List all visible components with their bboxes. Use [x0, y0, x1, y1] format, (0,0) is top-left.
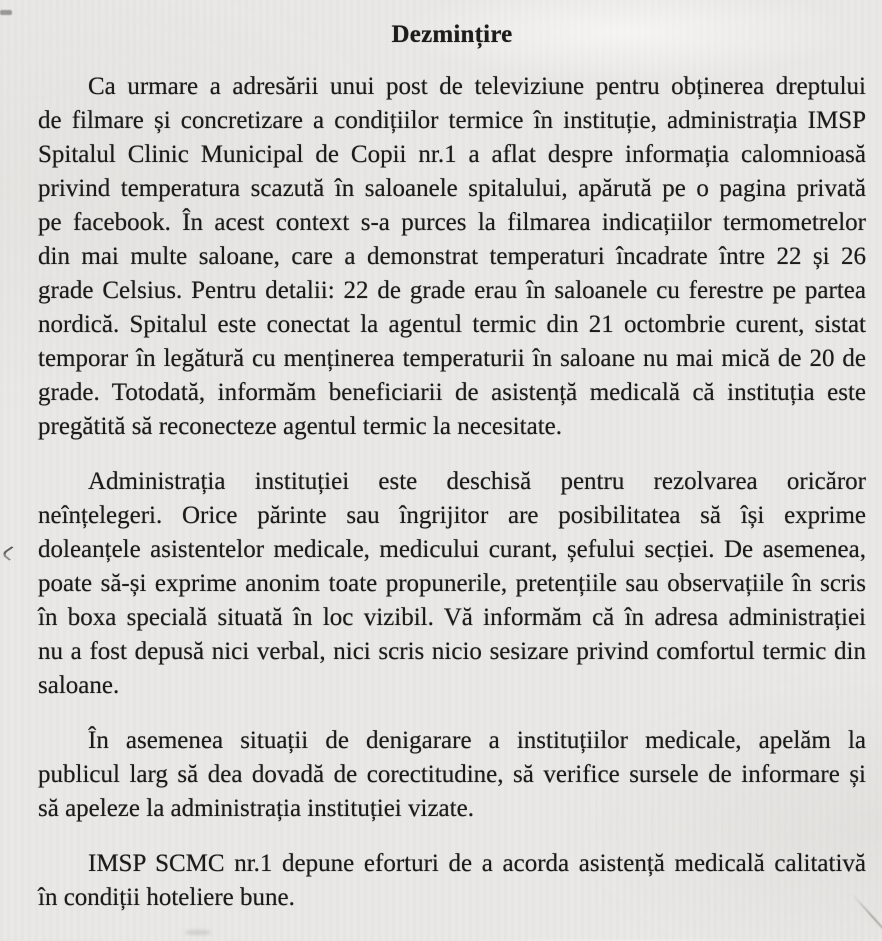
text-line: în boxa specială situată în loc vizibil. Vă informăm că în adresa administrației: [38, 604, 866, 631]
text-line: pe facebook. În acest context s-a purces la filmarea indicațiilor termometrelor: [38, 209, 866, 236]
text-line: Administrația instituției este deschisă pentru rezolvarea oricăror: [88, 468, 866, 495]
text-line: privind temperatura scazută în saloanele spitalului, apărută pe o pagina privată: [38, 175, 866, 202]
paragraph-4: [38, 847, 866, 915]
text-line: În asemenea situații de denigarare a instituțiilor medicale, apelăm la: [88, 727, 866, 754]
ink-tick-artifact: [0, 546, 20, 560]
text-line: doleanțele asistentelor medicale, medicului curant, șefului secției. De asemenea,: [38, 536, 866, 563]
text-line: să apeleze la administrația instituției vizate.: [38, 795, 474, 822]
text-line: saloane.: [38, 672, 120, 699]
text-line: poate să-și exprime anonim toate propunerile, pretențiile sau observațiile în scris: [38, 570, 866, 597]
text-line: temporar în legătură cu menținerea temperaturii în saloane nu mai mică de 20 de: [38, 345, 866, 372]
paragraph-3: [38, 724, 866, 826]
text-line: nu a fost depusă nici verbal, nici scris nicio sesizare privind comfortul termic din: [38, 638, 866, 665]
text-line: din mai multe saloane, care a demonstrat temperaturi încadrate între 22 și 26: [38, 243, 866, 270]
scanned-page: [38, 18, 866, 936]
text-line: publicul larg să dea dovadă de corectitudine, să verifice sursele de informare și: [38, 761, 866, 788]
text-line: Ca urmare a adresării unui post de televiziune pentru obținerea dreptului: [88, 73, 866, 100]
scan-edge-mark-artifact: [0, 10, 12, 15]
text-line: de filmare și concretizare a condițiilor termice în instituție, administrația IMSP: [38, 107, 866, 134]
text-line: grade Celsius. Pentru detalii: 22 de grade erau în saloanele cu ferestre pe partea: [38, 277, 866, 304]
document-title: Dezmințire: [391, 21, 513, 48]
text-line: IMSP SCMC nr.1 depune eforturi de a acorda asistență medicală calitativă: [88, 850, 866, 877]
paragraph-1: [38, 70, 866, 444]
text-line: grade. Totodată, informăm beneficiarii de asistență medicală că instituția este: [38, 379, 866, 406]
text-line: nordică. Spitalul este conectat la agentul termic din 21 octombrie curent, sistat: [38, 311, 866, 338]
text-line: pregătită să reconecteze agentul termic la necesitate.: [38, 413, 562, 440]
text-line: neînțelegeri. Orice părinte sau îngrijitor are posibilitatea să își exprime: [38, 502, 866, 529]
paragraph-2: [38, 465, 866, 703]
text-line: Spitalul Clinic Municipal de Copii nr.1 a aflat despre informația calomnioasă: [38, 141, 866, 168]
text-line: în condiții hoteliere bune.: [38, 884, 295, 911]
